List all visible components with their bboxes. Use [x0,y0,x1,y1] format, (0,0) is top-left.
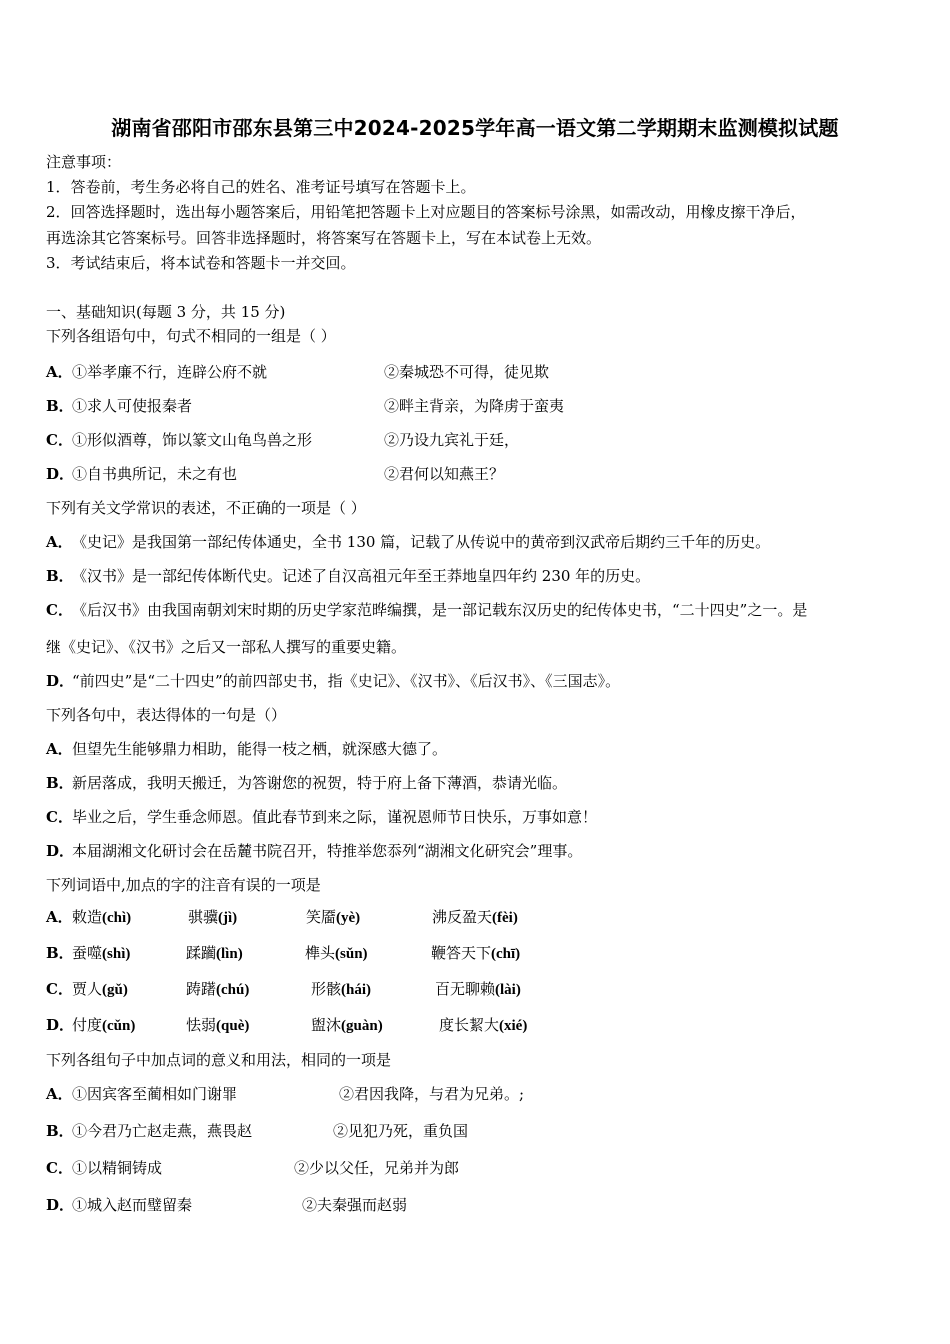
question-stem-5: 下列各组句子中加点词的意义和用法，相同的一项是 [46,1051,392,1069]
word: 榫头 [305,944,336,962]
pinyin: (lài) [495,982,521,998]
option-letter: B． [46,944,74,962]
option-row [46,841,582,861]
option-row [46,671,620,691]
pinyin: (què) [216,1018,250,1034]
notice-item: 3．考试结束后，将本试卷和答题卡一并交回。 [46,254,356,272]
option-row [46,566,650,586]
option-text: 《汉书》是一部纪传体断代史。记述了自汉高祖元年至王莽地皇四年约 230 年的历史。 [72,567,651,585]
option-letter: A． [46,1085,73,1103]
option-text: 《史记》是我国第一部纪传体通史，全书 130 篇，记载了从传说中的黄帝到汉武帝后期约三千年的历史。 [72,533,771,551]
option-letter: D． [46,672,75,690]
notice-heading: 注意事项： [46,153,122,171]
option-row [46,1158,162,1178]
option-letter: B． [46,567,74,585]
option-row [46,1195,192,1215]
word-group [435,979,521,1000]
pinyin: (yè) [336,910,361,926]
option-text-2: ②夫秦强而赵弱 [302,1196,408,1214]
question-stem-2: 下列有关文学常识的表述，不正确的一项是（ ） [46,499,366,517]
notice-item: 再选涂其它答案标号。回答非选择题时，将答案写在答题卡上，写在本试卷上无效。 [46,229,602,247]
pinyin: (shì) [102,946,131,962]
option-row [46,532,770,552]
pinyin: (chì) [102,910,132,926]
option-row [46,396,192,416]
word-group [186,1015,249,1036]
option-letter: C． [46,980,73,998]
option-row [46,600,807,620]
word: 百无聊赖 [435,980,496,998]
option-text: ①以精铜铸成 [72,1159,163,1177]
option-text: “前四史”是“二十四史”的前四部史书，指《史记》、《汉书》、《后汉书》、《三国志》。 [72,672,621,690]
word: 蚕噬 [72,944,103,962]
option-row [46,1121,252,1141]
pinyin: (sǔn) [335,946,368,962]
option-text: ①举孝廉不行，连辟公府不就 [72,363,268,381]
pinyin: (chú) [216,982,250,998]
option-row [46,943,130,964]
option-letter: B． [46,774,74,792]
word: 付度 [72,1016,103,1034]
word: 蹂躏 [186,944,217,962]
option-text-2: ②少以父任，兄弟并为郎 [294,1159,460,1177]
option-letter: D． [46,465,75,483]
option-letter: C． [46,601,73,619]
option-letter: C． [46,431,73,449]
option-text-2: ②畔主背亲，为降虏于蛮夷 [384,397,565,415]
option-letter: A． [46,908,73,926]
option-text: 继《史记》、《汉书》之后又一部私人撰写的重要史籍。 [46,638,407,656]
option-row [46,464,237,484]
word: 贾人 [72,980,103,998]
word: 骐骥 [188,908,219,926]
word-group [186,943,243,964]
word: 形骸 [311,980,342,998]
option-text-2: ②见犯乃死，重负国 [333,1122,469,1140]
option-text: ①因宾客至蔺相如门谢罪 [72,1085,238,1103]
option-text-2: ②乃设九宾礼于廷， [384,431,520,449]
word-group [311,1015,383,1036]
option-row [46,430,312,450]
option-row [46,1084,237,1104]
pinyin: (jì) [218,910,238,926]
option-row [46,1015,135,1036]
word: 沸反盈天 [432,908,493,926]
word-group [439,1015,527,1036]
word: 度长絜大 [439,1016,500,1034]
option-row [46,807,597,827]
question-stem-3: 下列各句中，表达得体的一句是（） [46,706,287,724]
pinyin: (gǔ) [102,982,128,998]
option-text-2: ②君何以知燕王？ [384,465,505,483]
option-letter: D． [46,1016,75,1034]
option-letter: B． [46,1122,74,1140]
notice-item: 2．回答选择题时，选出每小题答案后，用铅笔把答题卡上对应题目的答案标号涂黑，如需改动，用橡皮擦干净后， [46,203,806,221]
option-letter: A． [46,740,73,758]
pinyin: (guàn) [341,1018,383,1034]
option-text: ①今君乃亡赵走燕，燕畏赵 [72,1122,253,1140]
word: 怯弱 [186,1016,217,1034]
option-row [46,773,567,793]
pinyin: (chī) [491,946,521,962]
option-row [46,739,447,759]
option-letter: C． [46,808,73,826]
option-letter: B． [46,397,74,415]
option-text: ①形似酒尊，饰以篆文山龟鸟兽之形 [72,431,313,449]
option-letter: A． [46,363,73,381]
word-group [186,979,249,1000]
word: 盥沐 [311,1016,342,1034]
option-text-2: ②君因我降，与君为兄弟。; [339,1085,525,1103]
option-text: 但望先生能够鼎力相助，能得一枝之栖，就深感大德了。 [72,740,448,758]
word-group [188,907,237,928]
word: 踌躇 [186,980,217,998]
question-stem-1: 下列各组语句中，句式不相同的一组是（ ） [46,327,336,345]
word: 笑靥 [306,908,337,926]
option-letter: A． [46,533,73,551]
option-text: 《后汉书》由我国南朝刘宋时期的历史学家范晔编撰，是一部记载东汉历史的纪传体史书，“二十四史”之一。是 [72,601,808,619]
option-letter: D． [46,1196,75,1214]
option-row [46,362,267,382]
option-text: 毕业之后，学生垂念师恩。值此春节到来之际，谨祝恩师节日快乐，万事如意！ [72,808,598,826]
word: 敕造 [72,908,103,926]
word-group [432,907,518,928]
option-text: 新居落成，我明天搬迁，为答谢您的祝贺，特于府上备下薄酒，恭请光临。 [72,774,568,792]
option-text: ①自书典所记，未之有也 [72,465,238,483]
page-title: 湖南省邵阳市邵东县第三中2024-2025学年高一语文第二学期期末监测模拟试题 [111,116,839,140]
question-stem-4: 下列词语中,加点的字的注音有误的一项是 [46,876,321,894]
option-continuation [46,637,406,657]
option-text: 本届湖湘文化研讨会在岳麓书院召开，特推举您忝列“湖湘文化研究会”理事。 [72,842,583,860]
option-row [46,979,128,1000]
word-group [305,943,368,964]
notice-item: 1．答卷前，考生务必将自己的姓名、准考证号填写在答题卡上。 [46,178,476,196]
pinyin: (hái) [341,982,372,998]
pinyin: (lìn) [216,946,243,962]
word-group [306,907,360,928]
option-letter: D． [46,842,75,860]
pinyin: (cǔn) [102,1018,136,1034]
pinyin: (fèi) [492,910,518,926]
option-text: ①求人可使报秦者 [72,397,193,415]
pinyin: (xié) [499,1018,528,1034]
word: 鞭答天下 [431,944,492,962]
option-row [46,907,131,928]
option-letter: C． [46,1159,73,1177]
option-text: ①城入赵而璧留秦 [72,1196,193,1214]
word-group [431,943,520,964]
word-group [311,979,371,1000]
option-text-2: ②秦城恐不可得，徒见欺 [384,363,550,381]
section-heading: 一、基础知识(每题 3 分，共 15 分) [46,303,286,321]
